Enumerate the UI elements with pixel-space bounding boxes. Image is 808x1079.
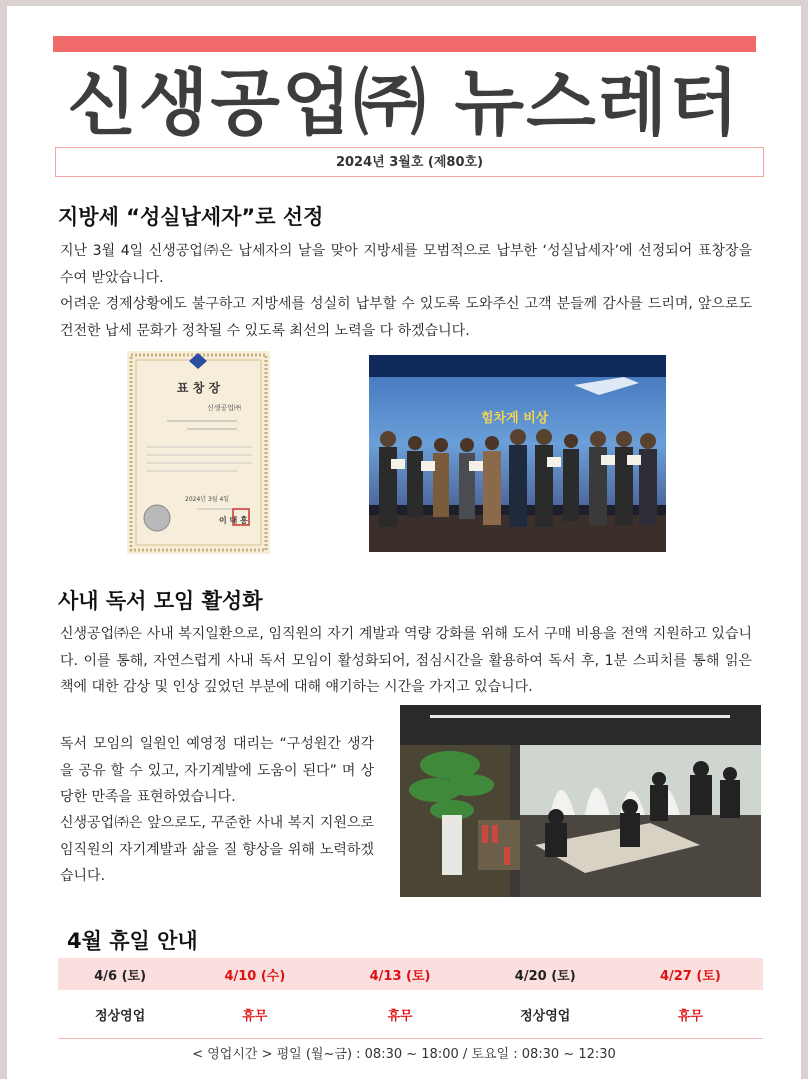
holiday-status-cell: 휴무 bbox=[327, 990, 472, 1039]
holiday-status-cell: 정상영업 bbox=[473, 990, 618, 1039]
reading-paragraph-1: 신생공업㈜은 사내 복지일환으로, 임직원의 자기 계발과 역량 강화를 위해 도서 구매 비용을 전액 지원하고 있습니다. 이를 통해, 자연스럽게 사내 독서 모임이 활성화되어, 점심시간을 활용하여 독서 후, 1분 스피치를 통해 읽은 책에 대한 감상 및 인상 깊었던 부분에 대해 얘기하는 시간을 가지고 있습니다. bbox=[60, 626, 752, 695]
holiday-date-cell: 4/6 (토) bbox=[58, 958, 182, 990]
certificate-heading: 표 창 장 bbox=[176, 381, 221, 395]
header-accent-bar bbox=[53, 36, 756, 52]
business-hours: < 영업시간 > 평일 (월~금) : 08:30 ~ 18:00 / 토요일 : 08:30 ~ 12:30 bbox=[192, 1047, 616, 1062]
newsletter-title: 신생공업㈜ 뉴스레터 bbox=[67, 61, 741, 145]
holiday-status-cell: 휴무 bbox=[182, 990, 327, 1039]
holiday-status-cell: 휴무 bbox=[618, 990, 763, 1039]
ceremony-illustration bbox=[369, 355, 666, 552]
holiday-date-row bbox=[58, 958, 763, 990]
certificate-recipient: 신생공업㈜ bbox=[207, 404, 242, 412]
certificate-image bbox=[127, 351, 270, 554]
section-heading-tax: 지방세 “성실납세자”로 선정 bbox=[58, 205, 324, 229]
holiday-date-cell: 4/20 (토) bbox=[473, 958, 618, 990]
issue-label: 2024년 3월호 (제80호) bbox=[55, 147, 764, 177]
award-ceremony-photo bbox=[369, 355, 666, 552]
holiday-status-row bbox=[58, 990, 763, 1039]
reading-paragraph-3: 신생공업㈜은 앞으로도, 꾸준한 사내 복지 지원으로 임직원의 자기계발과 삶을 질 향상을 위해 노력하겠습니다. bbox=[60, 815, 374, 884]
section-heading-holidays: 4월 휴일 안내 bbox=[67, 929, 198, 953]
ceremony-banner-text: 힘차게 비상 bbox=[481, 411, 549, 426]
reading-room-illustration bbox=[400, 705, 761, 897]
holiday-date-cell: 4/13 (토) bbox=[327, 958, 472, 990]
reading-club-photo bbox=[400, 705, 761, 897]
certificate-signature: 이 대 흥 bbox=[219, 516, 248, 525]
holiday-status-cell: 정상영업 bbox=[58, 990, 182, 1039]
holiday-table bbox=[58, 958, 763, 1039]
certificate-date: 2024년 3월 4일 bbox=[185, 496, 230, 503]
reading-paragraph-2: 독서 모임의 일원인 예영정 대리는 “구성원간 생각을 공유 할 수 있고, 자기계발에 도움이 된다” 며 상당한 만족을 표현하였습니다. bbox=[60, 736, 374, 805]
tax-paragraph-1: 지난 3월 4일 신생공업㈜은 납세자의 날을 맞아 지방세를 모범적으로 납부한 ‘성실납세자’에 선정되어 표창장을 수여 받았습니다. bbox=[60, 243, 752, 286]
holiday-date-cell: 4/27 (토) bbox=[618, 958, 763, 990]
holiday-date-cell: 4/10 (수) bbox=[182, 958, 327, 990]
section-heading-reading: 사내 독서 모임 활성화 bbox=[58, 589, 263, 613]
tax-paragraph-2: 어려운 경제상황에도 불구하고 지방세를 성실히 납부할 수 있도록 도와주신 고객 분들께 감사를 드리며, 앞으로도 건전한 납세 문화가 정착될 수 있도록 최선의 노력을 다 하겠습니다. bbox=[60, 296, 752, 339]
